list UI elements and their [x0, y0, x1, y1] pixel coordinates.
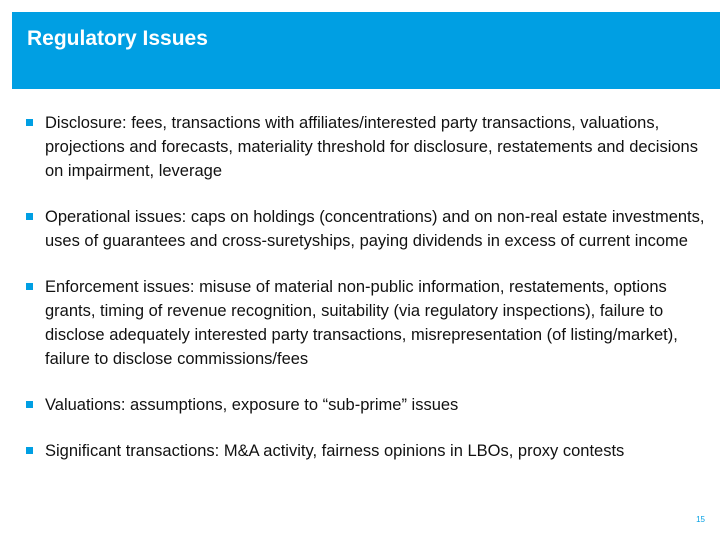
bullet-text: Operational issues: caps on holdings (concentrations) and on non-real estate investments, uses of guarantees and cross-suretyships, paying dividends in excess of current income: [45, 208, 705, 250]
bullet-enforcement-issues: [26, 275, 706, 371]
bullet-text: Disclosure: fees, transactions with affiliates/interested party transactions, valuations, projections and forecasts, materiality threshold for disclosure, restatements and decisions on impairment, leverage: [45, 114, 698, 180]
square-bullet-icon: [26, 283, 33, 290]
page-number: 15: [696, 515, 705, 524]
bullet-text: Significant transactions: M&A activity, fairness opinions in LBOs, proxy contests: [45, 442, 625, 460]
bullet-operational-issues: [26, 205, 706, 253]
title-bar: [12, 12, 720, 89]
square-bullet-icon: [26, 119, 33, 126]
square-bullet-icon: [26, 213, 33, 220]
bullet-significant-transactions: [26, 439, 706, 463]
slide-title: Regulatory Issues: [27, 27, 208, 50]
square-bullet-icon: [26, 447, 33, 454]
bullet-text: Valuations: assumptions, exposure to “sub-prime” issues: [45, 396, 459, 414]
square-bullet-icon: [26, 401, 33, 408]
bullet-valuations: [26, 393, 706, 417]
bullet-text: Enforcement issues: misuse of material non-public information, restatements, options grants, timing of revenue recognition, suitability (via regulatory inspections), failure to disclose adequately interested party transactions, misrepresentation (of listing/market), failure to disclose commissions/fees: [45, 278, 678, 368]
bullet-disclosure: [26, 111, 706, 183]
bullet-list: [26, 111, 706, 463]
